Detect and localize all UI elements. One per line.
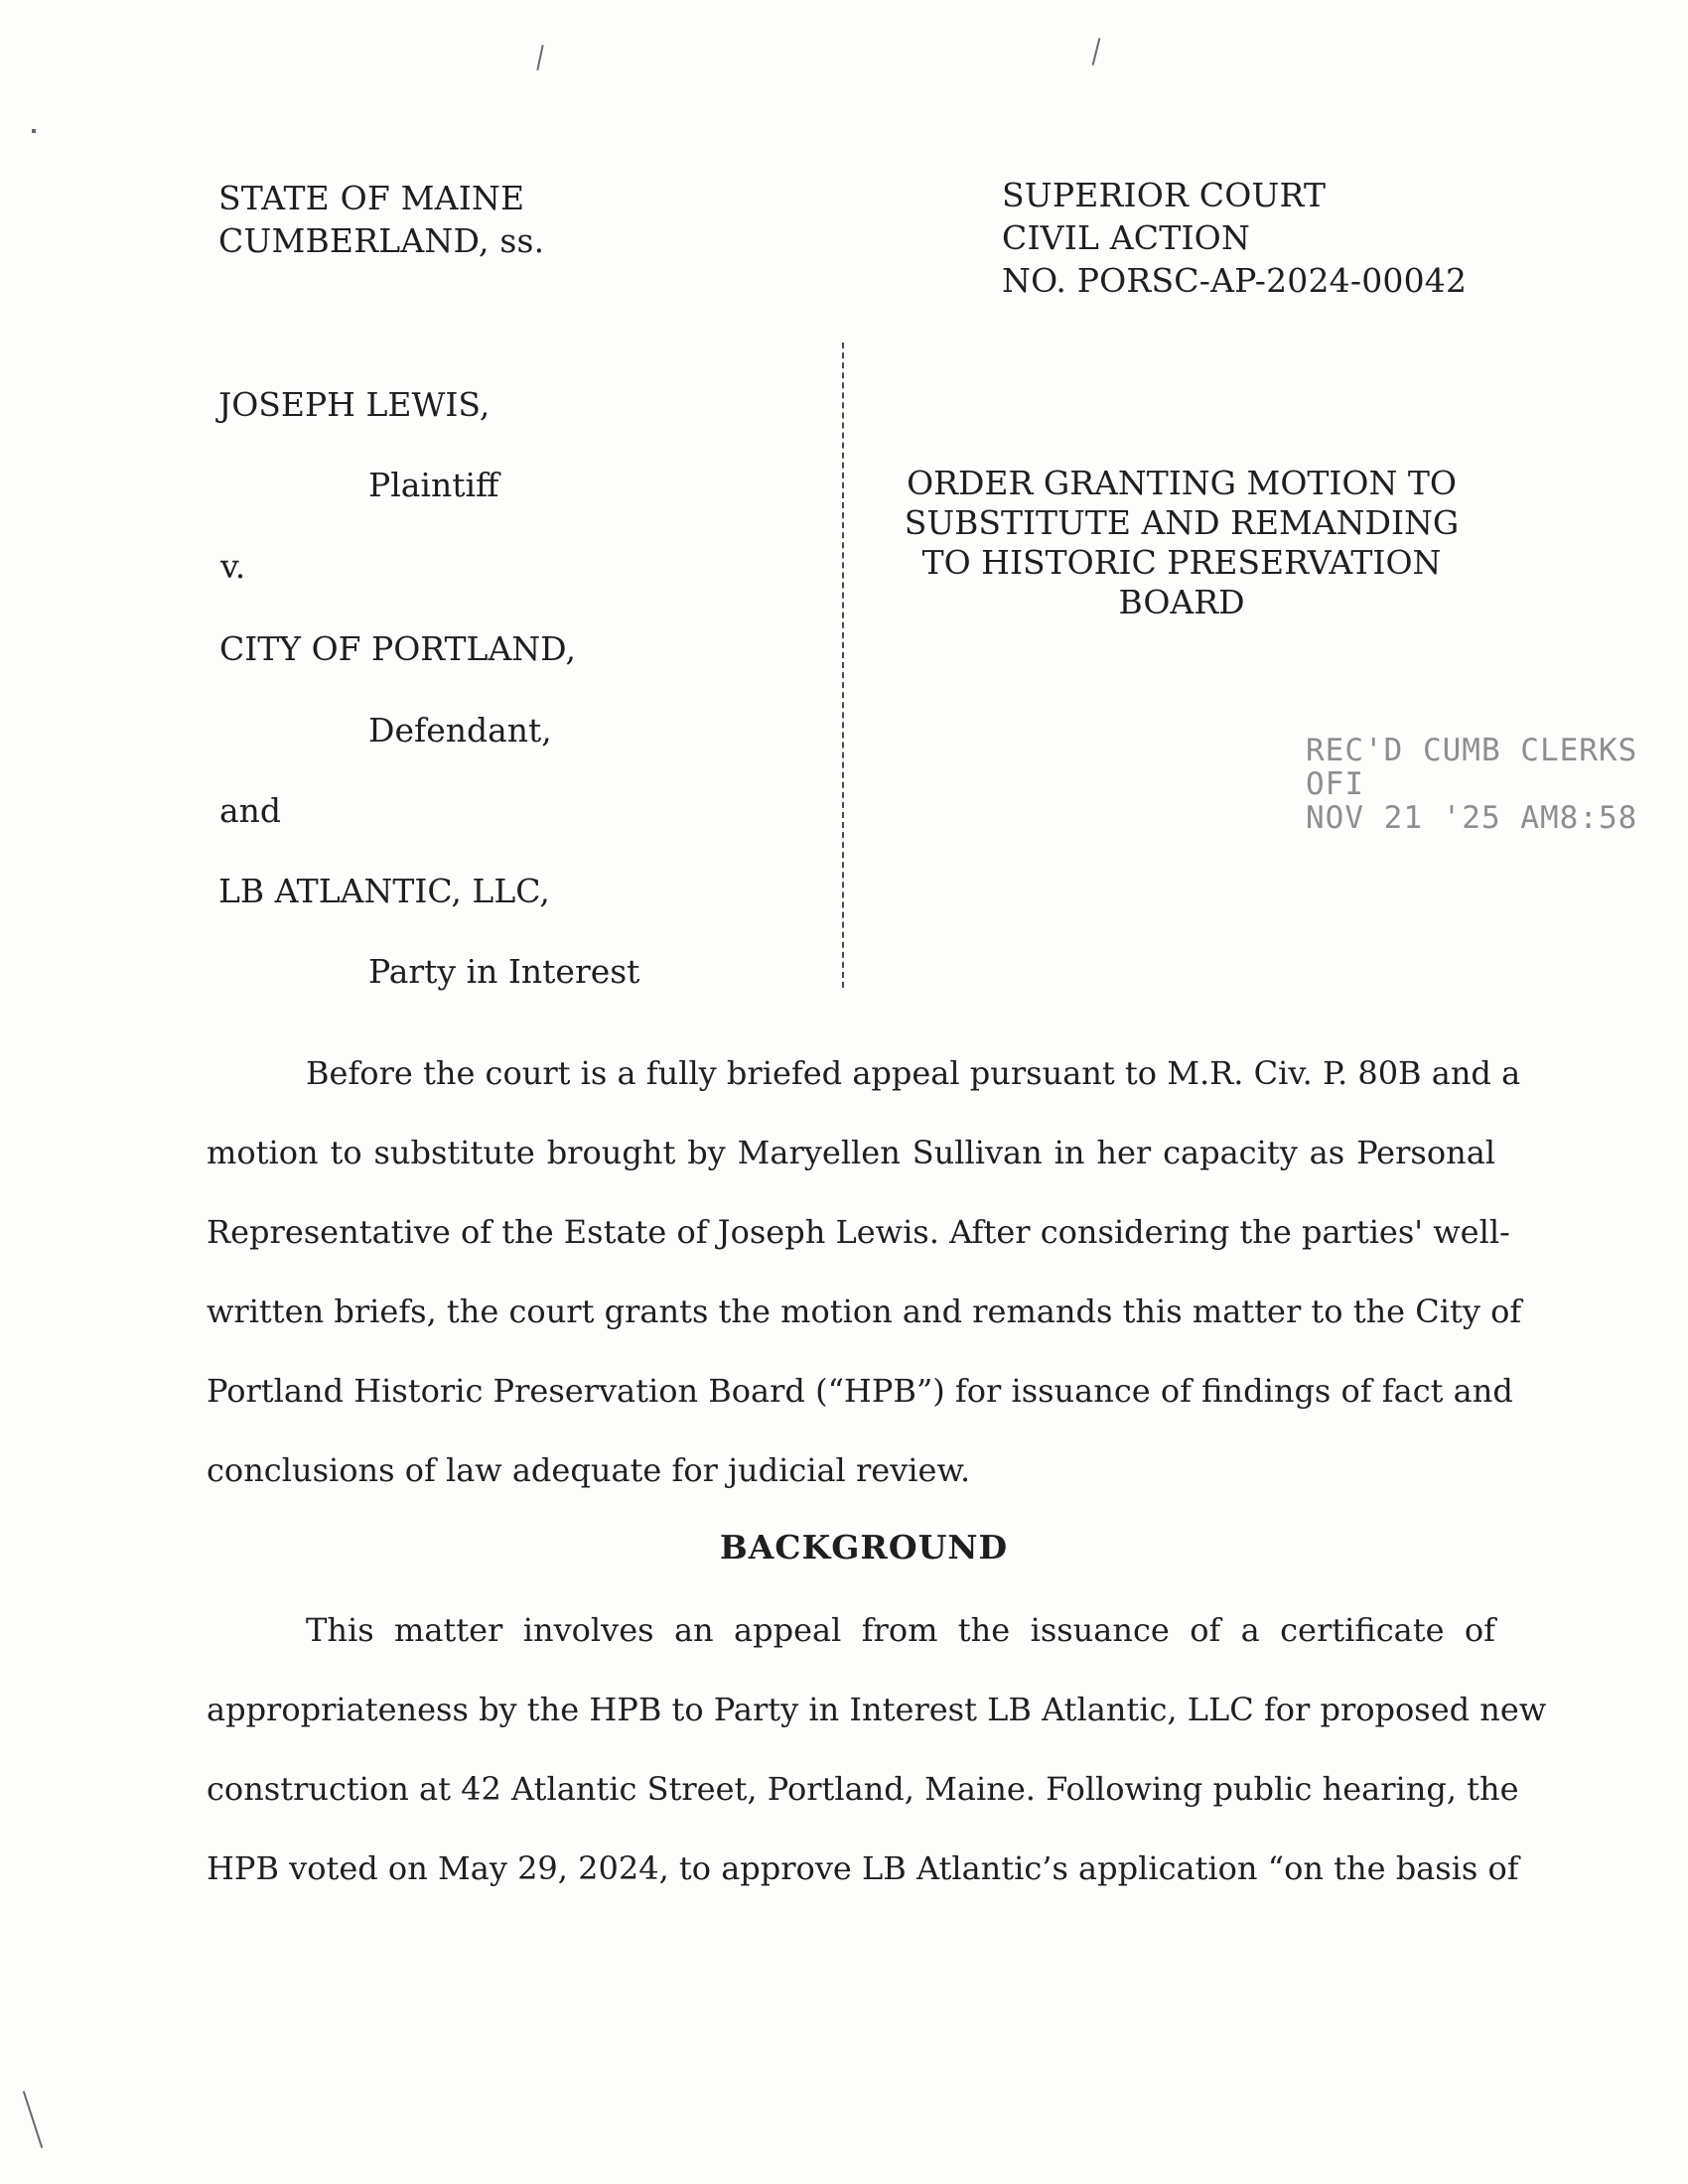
defendant-role: Defendant,: [368, 711, 552, 750]
intro-line: Representative of the Estate of Joseph Lewis. After considering the parties' well-: [207, 1213, 1510, 1251]
scan-artifact: [1092, 38, 1101, 66]
scan-artifact: [32, 129, 36, 133]
party-in-interest-name: LB ATLANTIC, LLC,: [218, 872, 550, 910]
order-title-line: SUBSTITUTE AND REMANDING: [904, 503, 1460, 542]
intro-line: motion to substitute brought by Maryellen Sullivan in her capacity as Personal: [207, 1134, 1495, 1171]
party-in-interest-role: Party in Interest: [368, 952, 640, 991]
intro-line: Portland Historic Preservation Board (“HPB”) for issuance of findings of fact and: [207, 1372, 1513, 1410]
defendant-name: CITY OF PORTLAND,: [219, 629, 576, 668]
intro-line: conclusions of law adequate for judicial review.: [207, 1451, 971, 1489]
intro-line: Before the court is a fully briefed appeal pursuant to M.R. Civ. P. 80B and a: [306, 1054, 1521, 1092]
intro-line: written briefs, the court grants the motion and remands this matter to the City of: [207, 1293, 1522, 1330]
received-stamp: [1306, 734, 1688, 835]
order-title-line: TO HISTORIC PRESERVATION: [921, 543, 1442, 582]
court-name: SUPERIOR COURT: [1002, 176, 1327, 214]
order-title: [884, 464, 1479, 622]
scan-artifact: [23, 2091, 43, 2148]
versus: v.: [220, 547, 246, 586]
plaintiff-name: JOSEPH LEWIS,: [218, 385, 491, 424]
venue-state: STATE OF MAINE: [218, 179, 525, 217]
action-type: CIVIL ACTION: [1002, 218, 1251, 257]
and-conjunction: and: [219, 791, 282, 830]
section-heading-background: BACKGROUND: [719, 1528, 1009, 1567]
scan-artifact: [536, 45, 543, 70]
stamp-line-received: REC'D CUMB CLERKS OFI: [1306, 733, 1638, 802]
stamp-line-date: NOV 21 '25 AM8:58: [1306, 800, 1638, 836]
background-line: HPB voted on May 29, 2024, to approve LB Atlantic’s application “on the basis of: [207, 1849, 1519, 1887]
background-line: appropriateness by the HPB to Party in Interest LB Atlantic, LLC for proposed new: [207, 1691, 1547, 1728]
order-title-line: ORDER GRANTING MOTION TO: [907, 464, 1457, 502]
docket-number: NO. PORSC-AP-2024-00042: [1002, 261, 1468, 300]
caption-divider: [842, 342, 844, 988]
order-title-line: BOARD: [1118, 583, 1245, 621]
court-docket: [1002, 174, 1467, 302]
court-venue: [218, 177, 544, 262]
plaintiff-role: Plaintiff: [368, 466, 499, 504]
background-line: construction at 42 Atlantic Street, Portland, Maine. Following public hearing, the: [207, 1770, 1519, 1808]
background-line: This matter involves an appeal from the issuance of a certificate of: [306, 1611, 1495, 1649]
venue-county: CUMBERLAND, ss.: [218, 221, 545, 260]
